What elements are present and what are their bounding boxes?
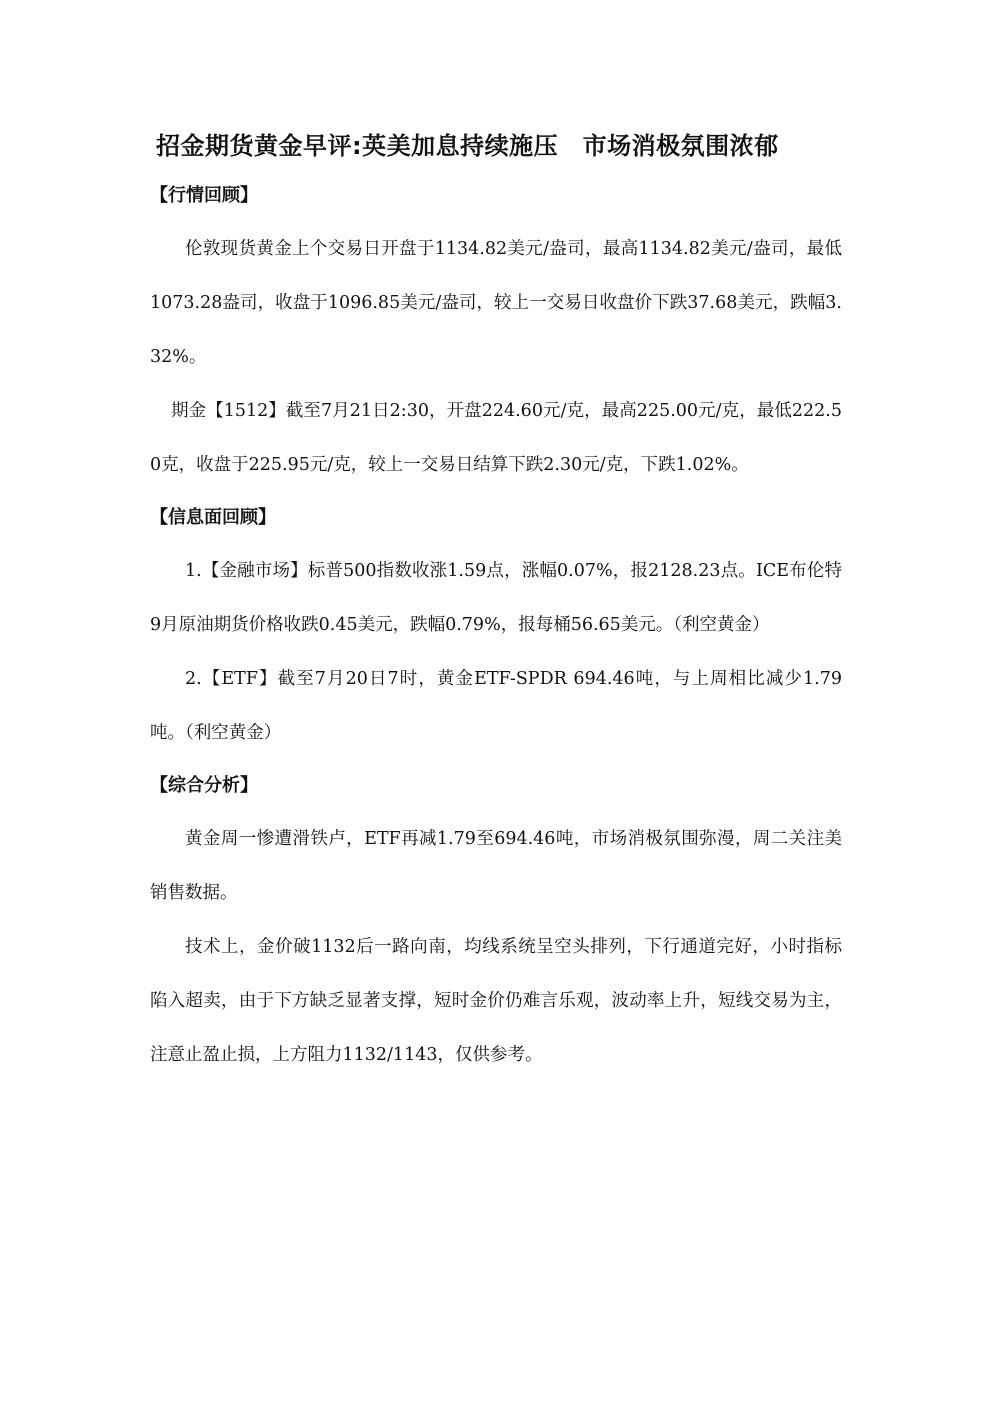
- section-market-review: [150, 170, 842, 492]
- document-page: [150, 122, 842, 1082]
- paragraph-etf: 2.【ETF】截至7月20日7时，黄金ETF-SPDR 694.46吨，与上周相比减少1.79吨。（利空黄金）: [150, 669, 842, 743]
- section-heading-market-review: 【行情回顾】: [150, 185, 258, 206]
- document-title: 招金期货黄金早评:英美加息持续施压 市场消极氛围浓郁: [156, 132, 779, 160]
- paragraph-gold-futures: 期金【1512】截至7月21日2:30，开盘224.60元/克，最高225.00元/克，最低222.50克，收盘于225.95元/克，较上一交易日结算下跌2.30元/克，下跌1.02%。: [150, 401, 842, 475]
- section-heading-news-review: 【信息面回顾】: [150, 507, 276, 528]
- section-analysis: [150, 760, 842, 1082]
- section-news-review: [150, 492, 842, 760]
- paragraph-financial-markets: 1.【金融市场】标普500指数收涨1.59点，涨幅0.07%，报2128.23点。ICE布伦特9月原油期货价格收跌0.45美元，跌幅0.79%，报每桶56.65美元。（利空黄金）: [150, 561, 842, 635]
- paragraph-summary: 黄金周一惨遭滑铁卢，ETF再减1.79至694.46吨，市场消极氛围弥漫，周二关注美销售数据。: [150, 829, 842, 903]
- paragraph-technical: 技术上，金价破1132后一路向南，均线系统呈空头排列，下行通道完好，小时指标陷入超卖，由于下方缺乏显著支撑，短时金价仍难言乐观，波动率上升，短线交易为主，注意止盈止损，上方阻力1132/1143，仅供参考。: [150, 937, 842, 1065]
- paragraph-london-gold: 伦敦现货黄金上个交易日开盘于1134.82美元/盎司，最高1134.82美元/盎司，最低1073.28盎司，收盘于1096.85美元/盎司，较上一交易日收盘价下跌37.68美元，跌幅3.32%。: [150, 239, 842, 367]
- section-heading-analysis: 【综合分析】: [150, 775, 258, 796]
